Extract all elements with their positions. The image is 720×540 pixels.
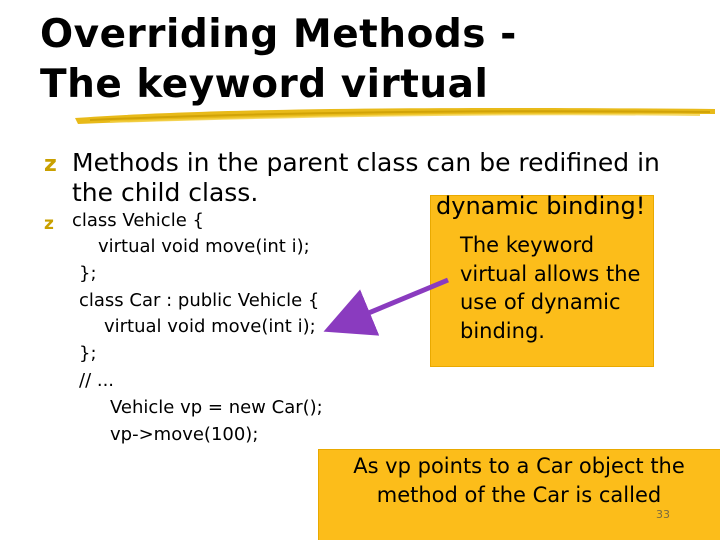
callout-line-1: The keyword [460,233,595,257]
z-bullet-icon: z [44,152,57,177]
callout-text [460,231,640,345]
brush-underline-icon [70,100,720,130]
main-bullet-line-1: Methods in the parent class can be redifined in [72,148,660,177]
bottom-note-text [318,452,720,510]
code-line-0: class Vehicle { [72,210,204,231]
callout-line-4: binding. [460,318,545,343]
main-bullet-line-2: the child class. [72,178,259,207]
callout-heading: dynamic binding! [436,192,646,220]
callout-line-2: virtual allows the [460,261,641,286]
callout-line-3: use of dynamic [460,290,621,314]
slide-title [40,10,517,110]
code-line-5: }; [79,343,97,364]
arrow-icon [320,270,460,340]
code-line-8: vp->move(100); [110,424,259,445]
code-line-2: }; [79,263,97,284]
bottom-note-line-2: method of the Car is called [376,483,662,507]
title-line-2: The keyword virtual [40,62,489,107]
title-line-1: Overriding Methods - [40,12,517,57]
code-line-6: // ... [79,370,115,391]
z-bullet-icon: z [44,214,54,234]
bottom-note-line-1: As vp points to a Car object the [353,454,685,478]
code-line-1: virtual void move(int i); [98,236,310,257]
code-line-3: class Car : public Vehicle { [79,290,320,311]
page-number: 33 [656,508,670,521]
code-line-7: Vehicle vp = new Car(); [110,397,323,418]
code-line-4: virtual void move(int i); [104,316,316,337]
